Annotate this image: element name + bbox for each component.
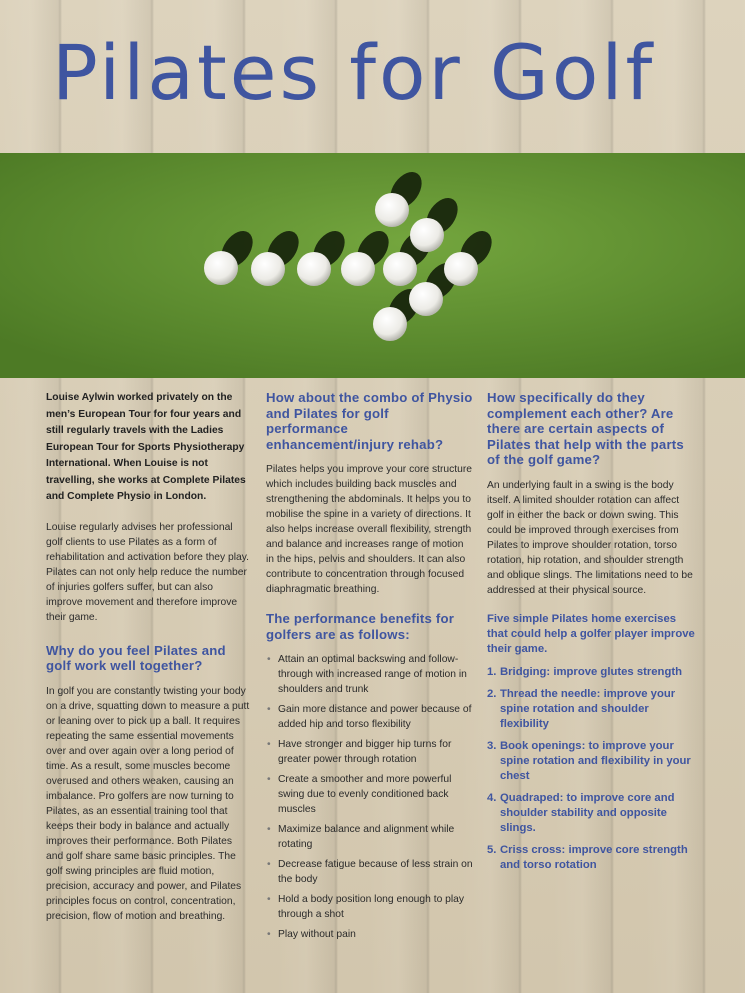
why-paragraph: In golf you are constantly twisting your body on a drive, squatting down to measure a putt or leaning over to pick up a ball. It requires repeating the same essential movements over and over again over a long period of time. As a result, some muscles become overused and others weaken, causing an imbalance. Pro golfers are now turning to Pilates, as an essential training tool that keeps their body in balance and actually improves their performance. Both Pilates and golf share same basic principles. The golf swing principles are fluid motion, precision, accuracy and power, and Pilates principles focus on control, concentration, precision, flow of motion and breathing. — [46, 685, 250, 922]
section-heading-combo: How about the combo of Physio and Pilates for golf performance enhancement/injury rehab? — [266, 390, 473, 452]
list-item: • Gain more distance and power because of added hip and torso flexibility — [266, 702, 474, 732]
list-item: • Decrease fatigue because of less strain on the body — [266, 857, 474, 887]
exercises-heading: Five simple Pilates home exercises that could help a golfer player improve their game. — [487, 612, 695, 655]
benefits-list — [266, 652, 474, 942]
list-item: • Create a smoother and more powerful swing due to evenly conditioned back muscles — [266, 772, 474, 817]
combo-paragraph: Pilates helps you improve your core structure which includes building back muscles and strengthening the abdominals. It helps you to mobilise the spine in a variety of directions. It also helps increase overall flexibility, strength and balance and increases range of motion in the hips, pelvis and shoulders. It can also contribute to concentration through focused diaphragmatic breathing. — [266, 464, 473, 595]
complement-paragraph: An underlying fault in a swing is the body itself. A limited shoulder rotation can affect golf in either the back or down swing. This could be improved through exercises from Pilates to improve shoulder rotation, torso rotation, hip rotation, and shoulder strength and oblique slings. The limitations need to be addressed at their physical source. — [487, 479, 693, 596]
column-middle — [266, 390, 474, 947]
list-item: • Play without pain — [266, 927, 474, 942]
exercises-list — [487, 665, 697, 873]
section-heading-complement: How specifically do they complement each other? Are there are certain aspects of Pilates that help with the parts of the golf game? — [487, 390, 684, 467]
list-item: 3. Book openings: to improve your spine rotation and flexibility in your chest — [487, 739, 691, 782]
section-heading-why: Why do you feel Pilates and golf work well together? — [46, 642, 226, 673]
column-left — [46, 390, 252, 924]
golf-balls-arrow-illustration — [0, 153, 745, 378]
list-item: 2. Thread the needle: improve your spine rotation and shoulder flexibility — [487, 687, 676, 730]
list-item: 1. Bridging: improve glutes strength — [487, 665, 683, 678]
list-item: • Attain an optimal backswing and follow-through with increased range of motion in shoulders and trunk — [266, 652, 474, 697]
page-title: Pilates for Golf — [52, 28, 656, 117]
author-intro: Louise Aylwin worked privately on the men’s European Tour for four years and still regularly travels with the Ladies European Tour for Sports Physiotherapy International. When Louise is not travelling, she works at Complete Pilates and Complete Physio in London. — [46, 392, 246, 502]
list-item: • Hold a body position long enough to play through a shot — [266, 892, 474, 922]
list-item: 4. Quadraped: to improve core and shoulder stability and opposite slings. — [487, 791, 675, 834]
list-item: 5. Criss cross: improve core strength and torso rotation — [487, 843, 688, 871]
hero-image-golf-balls-arrow — [0, 153, 745, 378]
list-item: • Maximize balance and alignment while rotating — [266, 822, 474, 852]
column-right — [487, 390, 697, 880]
section-heading-benefits: The performance benefits for golfers are as follows: — [266, 611, 455, 642]
intro-paragraph: Louise regularly advises her professional golf clients to use Pilates as a form of rehabilitation and activation before they play. Pilates can not only help reduce the number of injuries golfers suffer, but can also improve movement and therefore improve their game. — [46, 521, 250, 623]
list-item: • Have stronger and bigger hip turns for greater power through rotation — [266, 737, 474, 767]
